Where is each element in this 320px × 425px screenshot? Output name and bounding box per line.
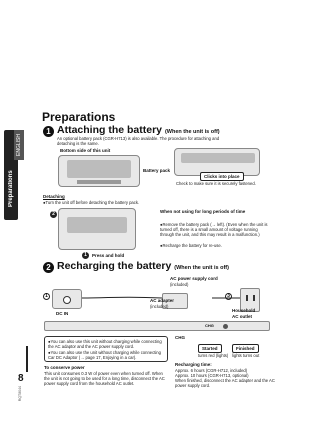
section-1-title — [57, 124, 220, 136]
document-code: RQT8044 — [18, 386, 22, 402]
section-1-number: 1 — [43, 126, 54, 137]
long-period-item-1: ●Remove the battery pack (→ left). (Even when the unit is turned off, there is a small amount of voltage running through the unit, and this may result in a malfunction.) — [160, 222, 268, 237]
press-hold-label: Press and hold — [92, 253, 125, 258]
recharging-title: Recharging time: — [175, 362, 212, 367]
section-label: Preparations — [8, 170, 14, 208]
unit-rail — [77, 180, 121, 184]
section-2-note: (When the unit is off) — [174, 265, 229, 271]
recharging-line-3: When finished, disconnect the AC adapter and the AC power supply cord. — [175, 378, 275, 388]
detaching-text: ●Turn the unit off before detaching the battery pack. — [43, 200, 140, 205]
page-number: 8 — [18, 373, 24, 384]
started-sub: turns red (lights) — [198, 353, 229, 358]
outlet-slot-right — [253, 295, 255, 301]
section-1-note: (When the unit is off) — [164, 129, 220, 135]
battery-pack-label: Battery pack — [143, 168, 171, 173]
charge-step-1: 1 — [43, 293, 50, 300]
cord-label: AC power supply cord — [170, 276, 218, 281]
chg-indicator-label: CHG — [205, 323, 214, 328]
conserve-title: To conserve power — [44, 365, 85, 370]
section-2-number: 2 — [43, 262, 54, 273]
cord-sub: (included) — [170, 282, 189, 287]
detach-step-1: 1 — [82, 252, 89, 259]
outlet-sub: AC outlet — [232, 314, 252, 319]
bottom-side-label: Bottom side of this unit — [60, 148, 111, 153]
outlet-label: Household — [232, 308, 256, 313]
chg-led — [223, 324, 228, 329]
started-badge: Started — [198, 344, 222, 353]
battery-pack-shape — [67, 160, 131, 178]
dc-in-label: DC IN — [56, 311, 69, 316]
page-title: Preparations — [42, 110, 116, 124]
detach-battery-shape — [67, 217, 127, 233]
section-1-description: An optional battery pack (CGR-H713) is also available. The procedure for attaching and detaching is the same. — [57, 136, 220, 146]
section-1-title-text: Attaching the battery — [57, 124, 163, 136]
long-period-title: When not using for long periods of time — [160, 209, 246, 214]
language-label: ENGLISH — [14, 130, 24, 160]
dc-jack-shape — [63, 296, 71, 304]
adapter-label: AC adapter — [150, 298, 175, 303]
long-period-item-2: ●Recharge the battery for re-use. — [160, 243, 222, 248]
conserve-text: This unit consumes 0.3 W of power even when turned off. When the unit is not going to be used for a long time, disconnect the AC power supply cord from the household AC outlet. — [44, 371, 165, 386]
note-1: ●You can also use this unit without charging while connecting the AC adaptor and the AC power supply cord. — [48, 339, 162, 349]
recharging-line-1: Approx. 6 hours (CGR-H712, included) — [175, 368, 248, 373]
unit-front-illustration — [44, 321, 270, 331]
detaching-title: Detaching — [43, 194, 65, 199]
note-2: ●You can also use the unit without charging while connecting Car DC Adaptor (→ page 17, Enjoying in a car). — [48, 350, 161, 360]
page-bar — [26, 346, 28, 372]
notes-box — [44, 336, 168, 362]
battery-slot-shape — [181, 153, 255, 163]
clicks-into-place-label: Clicks into place — [200, 172, 244, 181]
dc-in-jack-illustration — [52, 289, 82, 309]
finished-sub: lights turns out — [232, 353, 260, 358]
outlet-slot-left — [246, 295, 248, 301]
detach-step-2: 2 — [50, 211, 57, 218]
recharging-line-2: Approx. 10 hours (CGR-H713, optional) — [175, 373, 249, 378]
adapter-sub: (included) — [150, 304, 169, 309]
section-2-title — [57, 260, 229, 272]
charge-step-3: 3 — [225, 293, 232, 300]
chg-title: CHG — [175, 335, 185, 340]
section-2-title-text: Recharging the battery — [57, 260, 172, 272]
finished-badge: Finished — [232, 344, 259, 353]
detach-illustration — [58, 208, 136, 250]
check-label: Check to make sure it is securely fastened. — [176, 181, 256, 186]
unit-bottom-illustration — [58, 155, 140, 187]
